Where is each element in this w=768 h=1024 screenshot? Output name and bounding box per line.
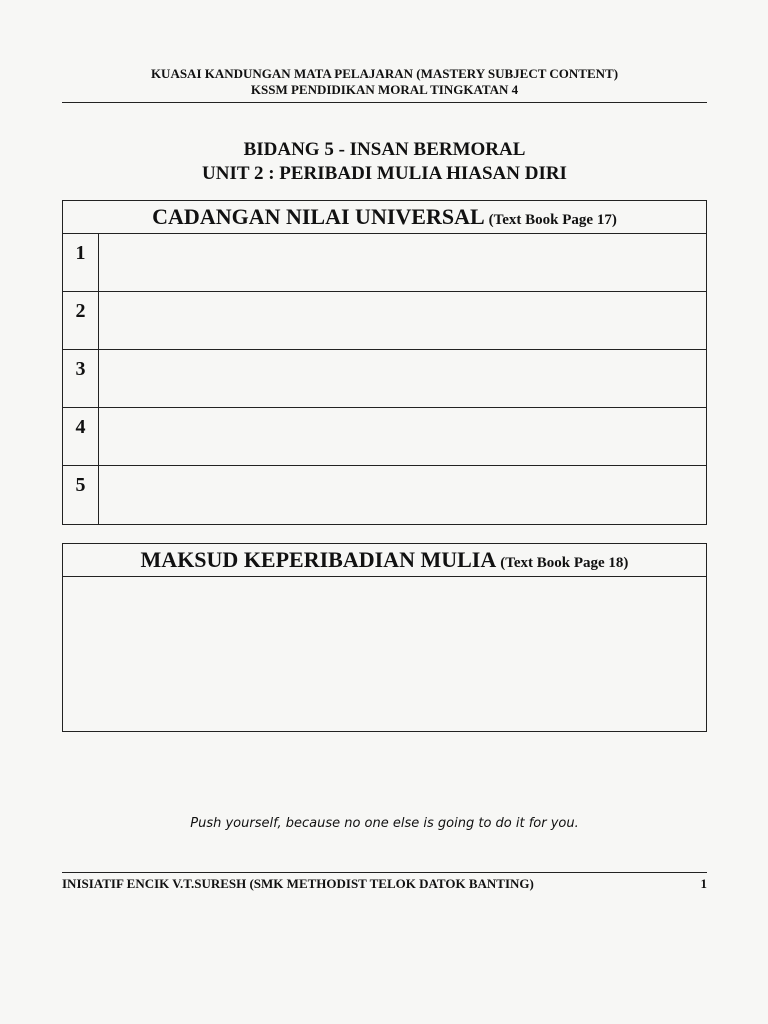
bidang-title: BIDANG 5 - INSAN BERMORAL [243, 139, 526, 160]
answer-cell [99, 350, 706, 407]
nilai-universal-title: CADANGAN NILAI UNIVERSAL [152, 204, 485, 229]
table-row [63, 292, 706, 350]
header-line-2: KSSM PENDIDIKAN MORAL TINGKATAN 4 [250, 82, 519, 97]
keperibadian-mulia-heading [63, 544, 706, 577]
answer-cell [99, 408, 706, 465]
row-number: 4 [63, 408, 99, 465]
row-number: 3 [63, 350, 99, 407]
table-row [63, 466, 706, 524]
header-rule [62, 102, 707, 103]
nilai-universal-ref: (Text Book Page 17) [488, 212, 617, 228]
nilai-universal-table [62, 200, 707, 525]
keperibadian-mulia-box [62, 543, 707, 732]
section-titles [62, 138, 707, 186]
page-number: 1 [700, 876, 707, 891]
document-footer [62, 876, 707, 892]
footer-credit: INISIATIF ENCIK V.T.SURESH (SMK METHODIST TELOK DATOK BANTING) [62, 876, 534, 891]
answer-area [63, 577, 706, 731]
nilai-universal-heading [63, 201, 706, 234]
table-row [63, 408, 706, 466]
document-header [62, 66, 707, 98]
row-number: 2 [63, 292, 99, 349]
row-number: 1 [63, 234, 99, 291]
answer-cell [99, 292, 706, 349]
footer-rule [62, 872, 707, 873]
keperibadian-mulia-title: MAKSUD KEPERIBADIAN MULIA [140, 547, 497, 572]
row-number: 5 [63, 466, 99, 524]
table-row [63, 234, 706, 292]
header-line-1: KUASAI KANDUNGAN MATA PELAJARAN (MASTERY SUBJECT CONTENT) [150, 66, 619, 81]
keperibadian-mulia-ref: (Text Book Page 18) [500, 555, 629, 571]
motivational-quote: Push yourself, because no one else is going to do it for you. [190, 816, 579, 831]
answer-cell [99, 234, 706, 291]
unit-title: UNIT 2 : PERIBADI MULIA HIASAN DIRI [202, 163, 567, 184]
answer-cell [99, 466, 706, 524]
table-row [63, 350, 706, 408]
